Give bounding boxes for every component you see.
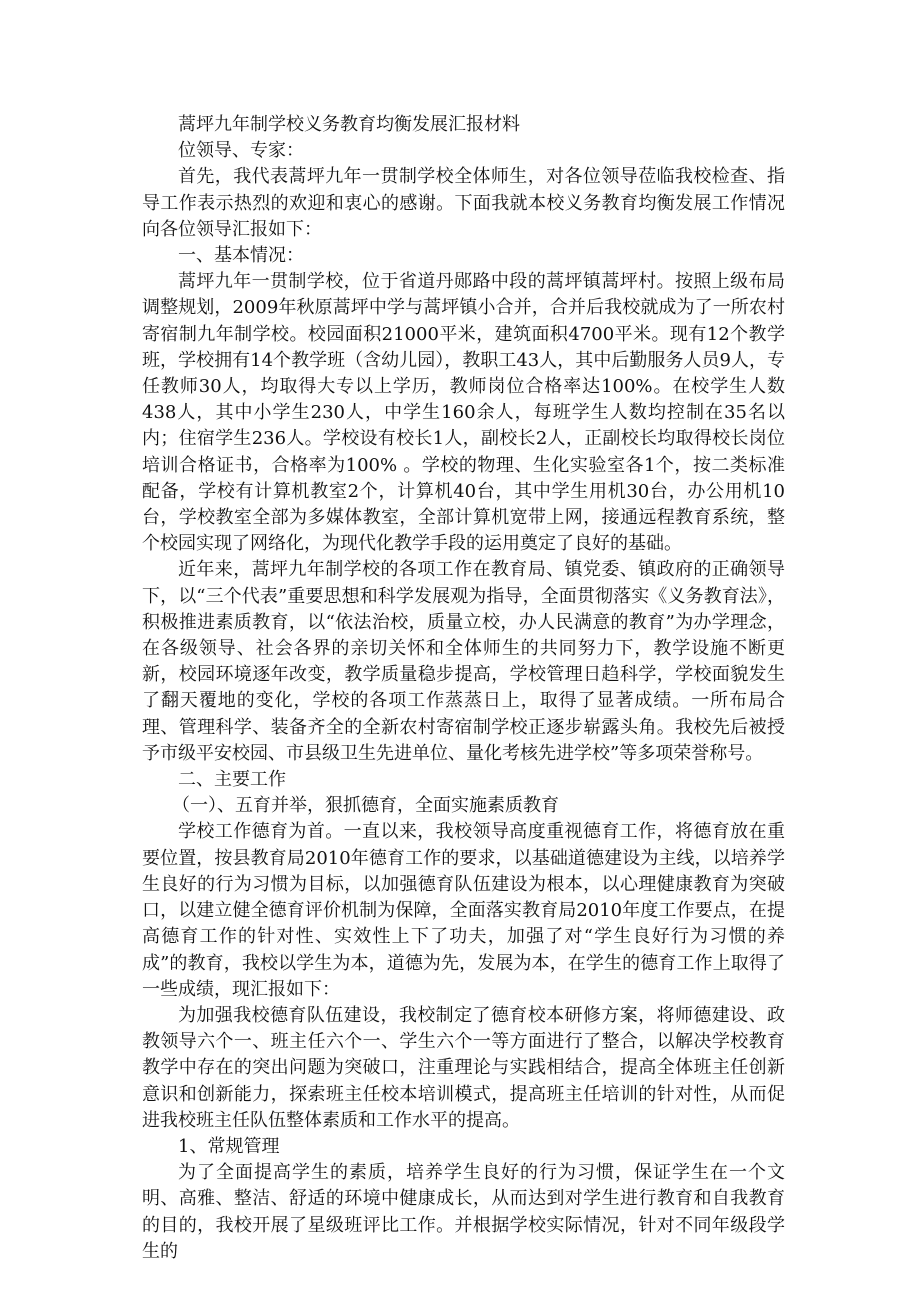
intro-paragraph: 首先，我代表蒿坪九年一贯制学校全体师生，对各位领导莅临我校检查、指导工作表示热烈的欢迎和衷心的感谢。下面我就本校义务教育均衡发展工作情况向各位领导汇报如下： xyxy=(142,166,785,240)
paragraph-basic-info: 蒿坪九年一贯制学校，位于省道丹郧路中段的蒿坪镇蒿坪村。按照上级布局调整规划，2009年秋原蒿坪中学与蒿坪镇小合并，合并后我校就成为了一所农村寄宿制九年制学校。校园面积21000平米，建筑面积4700平米。现有12个教学班，学校拥有14个教学班（含幼儿园），教职工43人，其中后勤服务人员9人，专任教师30人，均取得大专以上学历，教师岗位合格率达100%。在校学生人数438人，其中小学生230人，中学生160余人，每班学生人数均控制在35名以内；住宿学生236人。学校设有校长1人，副校长2人，正副校长均取得校长岗位培训合格证书，合格率为100% 。学校的物理、生化实验室各1个，按二类标准配备，学校有计算机教室2个，计算机40台，其中学生用机30台，办公用机10台，学校教室全部为多媒体教室，全部计算机宽带上网，接通远程教育系统，整个校园实现了网络化，为现代化教学手段的运用奠定了良好的基础。 xyxy=(142,271,785,555)
document-title: 蒿坪九年制学校义务教育均衡发展汇报材料 xyxy=(178,114,520,135)
greeting: 位领导、专家： xyxy=(178,140,304,162)
subsection-heading-moral-education: （一）、五育并举，狠抓德育，全面实施素质教育 xyxy=(172,795,559,817)
paragraph-team-building: 为加强我校德育队伍建设，我校制定了德育校本研修方案，将师德建设、政教领导六个一、班主任六个一、学生六个一等方面进行了整合，以解决学校教育教学中存在的突出问题为突破口，注重理论与实践相结合，提高全体班主任创新意识和创新能力，探索班主任校本培训模式，提高班主任培训的针对性，从而促进我校班主任队伍整体素质和工作水平的提高。 xyxy=(142,1004,785,1131)
section-heading-basic-info: 一、基本情况： xyxy=(178,245,304,267)
paragraph-moral-education: 学校工作德育为首。一直以来，我校领导高度重视德育工作，将德育放在重要位置，按县教育局2010年德育工作的要求，以基础道德建设为主线，以培养学生良好的行为习惯为目标，以加强德育队伍建设为根本，以心理健康教育为突破口，以建立健全德育评价机制为保障，全面落实教育局2010年度工作要点，在提高德育工作的针对性、实效性上下了功夫，加强了对“学生良好行为习惯的养成”的教育，我校以学生为本，道德为先，发展为本，在学生的德育工作上取得了一些成绩，现汇报如下： xyxy=(142,821,785,1000)
paragraph-routine-management: 为了全面提高学生的素质，培养学生良好的行为习惯，保证学生在一个文明、高雅、整洁、舒适的环境中健康成长，从而达到对学生进行教育和自我教育的目的，我校开展了星级班评比工作。并根据学校实际情况，针对不同年级段学生的 xyxy=(142,1162,785,1262)
section-heading-main-work: 二、主要工作 xyxy=(178,769,286,791)
document-page xyxy=(142,112,785,1265)
paragraph-recent-years: 近年来，蒿坪九年制学校的各项工作在教育局、镇党委、镇政府的正确领导下，以“三个代表”重要思想和科学发展观为指导，全面贯彻落实《义务教育法》，积极推进素质教育，以“依法治校，质量立校，办人民满意的教育”为办学理念，在各级领导、社会各界的亲切关怀和全体师生的共同努力下，教学设施不断更新，校园环境逐年改变，教学质量稳步提高，学校管理日趋科学，学校面貌发生了翻天覆地的变化，学校的各项工作蒸蒸日上，取得了显著成绩。一所布局合理、管理科学、装备齐全的全新农村寄宿制学校正逐步崭露头角。我校先后被授予市级平安校园、市县级卫生先进单位、量化考核先进学校”等多项荣誉称号。 xyxy=(142,559,785,764)
subsection-heading-routine-management: 1、常规管理 xyxy=(178,1135,280,1157)
